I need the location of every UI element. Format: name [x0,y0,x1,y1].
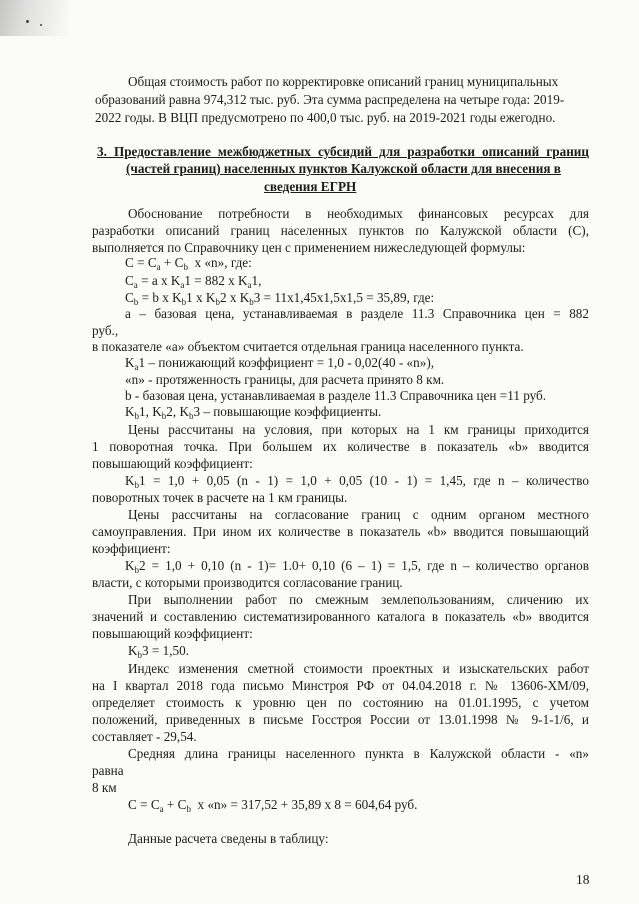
text-line: $С = C_a + C_b$ x «n», где: [125,255,252,272]
text-line: 1 поворотная точка. При большем их количестве в показатель «b» вводится [92,439,589,454]
text-line: Цены рассчитаны на согласование границ с одним органом местного [128,507,589,522]
text-line: самоуправления. При ином их количестве в показатель «b» вводится повышающий [92,524,589,539]
text-line: повышающий коэффициент: [92,456,253,471]
section-title-line: (частей границ) населенных пунктов Калужской области для внесения в [126,161,561,176]
text-line: b - базовая цена, устанавливаемая в разделе 11.3 Справочника цен =11 руб. [125,388,547,403]
text-line: выполняется по Справочнику цен с применением нижеследующей формулы: [92,240,526,255]
text-line: Средняя длина границы населенного пункта в Калужской области - «n» [128,746,589,761]
text-line: $K_a1$ – понижающий коэффициент = 1,0 - 0,02(40 - «n»), [125,355,435,372]
text-line: $C_a = a$ x $K_a1 = 882$ x $K_a1$, [125,273,262,290]
text-line: Данные расчета сведены в таблицу: [128,831,329,846]
text-line: разработки описаний границ населенных пунктов по Калужской области (С), [92,223,589,238]
text-line: При выполнении работ по смежным землепользованиям, сличению их [128,592,589,607]
page-number: 18 [576,872,590,887]
text-line: власти, с которыми производится согласование границ. [92,575,403,590]
text-line: $K_b3 = 1,50$. [128,643,190,660]
text-line: значений и составлению систематизированного каталога в показатель «b» вводится [92,609,589,624]
section-title-line: 3. Предоставление межбюджетных субсидий для разработки описаний границ [97,144,589,159]
text-line: Обоснование потребности в необходимых финансовых ресурсах для [128,206,589,221]
text-line: 8 км [92,780,117,795]
scan-speck [40,24,42,26]
text-line: Общая стоимость работ по корректировке описаний границ муниципальных [128,74,559,89]
text-line: Индекс изменения сметной стоимости проектных и изыскательских работ [128,661,589,676]
text-line: повышающий коэффициент: [92,626,253,641]
text-line: $K_b1$, $K_b2$, $K_b3$ – повышающие коэффициенты. [125,404,382,421]
text-line: $K_b1 = 1,0 + 0,05$ (n - 1) = 1,0 + 0,05 (10 - 1) = 1,45, где n – количество [125,473,589,490]
section-title-line: сведения ЕГРН [264,179,357,194]
text-line: равна [92,763,124,778]
text-line: положений, приведенных в письме Госстроя России от 13.01.1998 № 9-1-1/6, и [92,712,589,727]
text-line: a – базовая цена, устанавливаемая в разделе 11.3 Справочника цен = 882 [125,306,589,321]
text-line: составляет - 29,54. [92,729,197,744]
scan-speck [26,20,29,23]
text-line: образований равна 974,312 тыс. руб. Эта сумма распределена на четыре года: 2019- [95,92,565,107]
text-line: $K_b2 = 1,0 + 0,10$ (n - 1)= 1.0+ 0,10 (6 – 1) = 1,5, где n – количество органов [125,558,589,575]
text-line: $C_b = b$ x $K_b1$ x $K_b2$ x $K_b3 = 11x1,45x1,5x1,5 = 35,89$, где: [125,290,435,307]
text-line: $С = C_a + C_b$ x «n» = 317,52 + 35,89 x 8 = 604,64 руб. [128,797,418,814]
text-line: 2022 годы. В ВЦП предусмотрено по 400,0 тыс. руб. на 2019-2021 годы ежегодно. [95,110,556,125]
scan-edge-shadow [0,0,70,36]
text-line: на I квартал 2018 года письмо Минстроя РФ от 04.04.2018 г. № 13606-ХМ/09, [92,678,589,693]
text-line: поворотных точек в расчете на 1 км границы. [92,490,348,505]
text-line: руб., [92,323,119,338]
text-line: определяет стоимость к уровню цен по состоянию на 01.01.1995, с учетом [92,695,589,710]
text-line: в показателе «a» объектом считается отдельная граница населенного пункта. [92,339,524,354]
text-line: коэффициент: [92,541,171,556]
text-line: Цены рассчитаны на условия, при которых на 1 км границы приходится [128,422,589,437]
text-line: «n» - протяженность границы, для расчета принято 8 км. [125,372,445,387]
